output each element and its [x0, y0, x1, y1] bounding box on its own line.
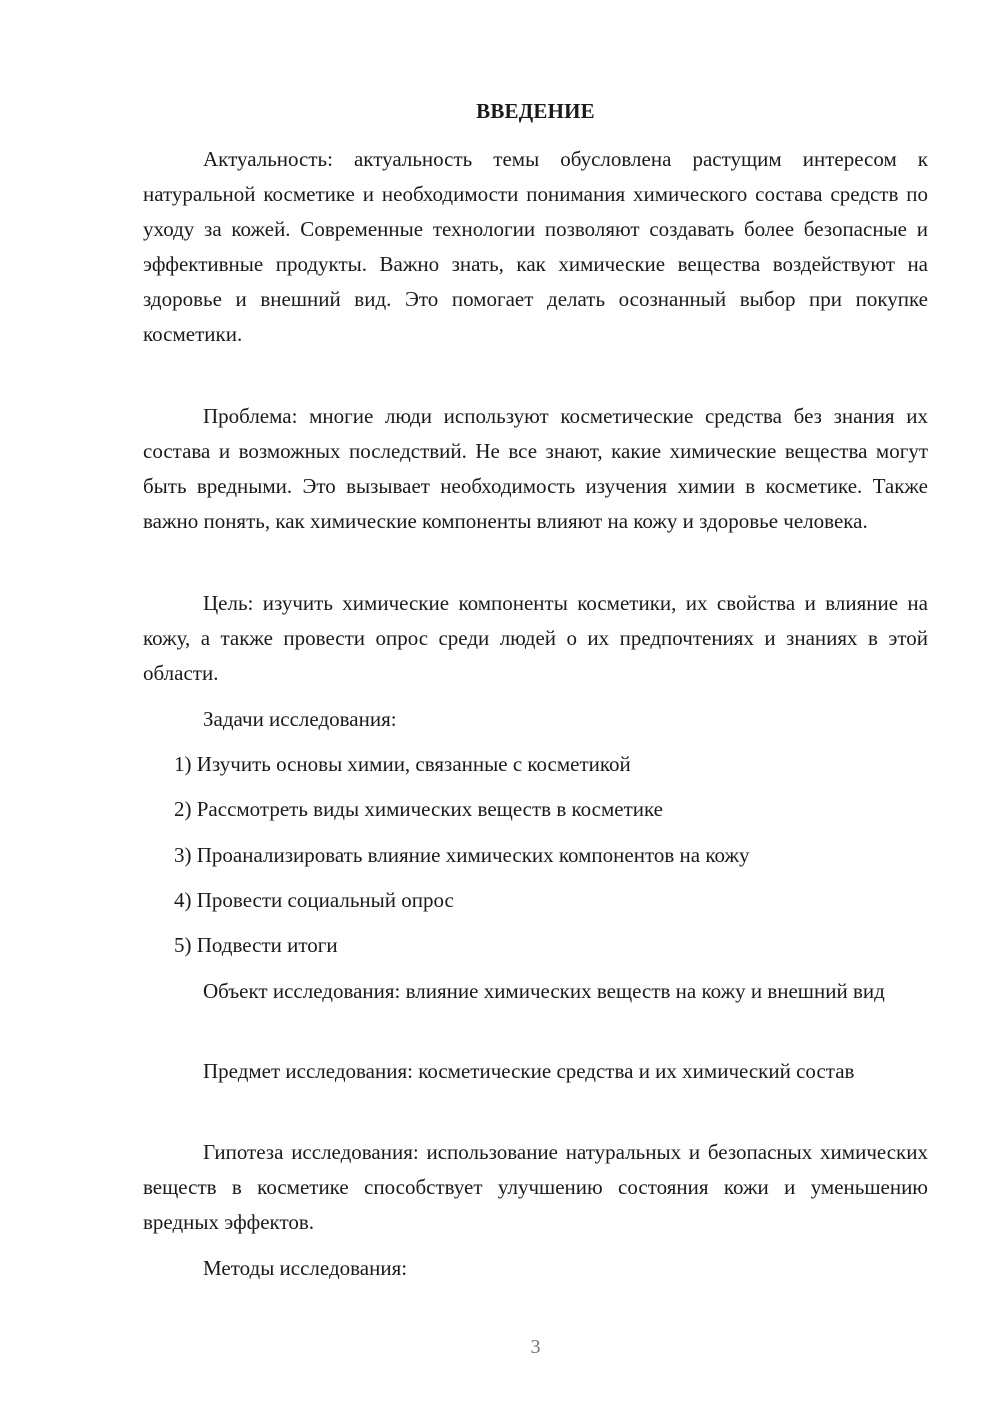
page-number: 3 [530, 1336, 541, 1358]
tasks-heading: Задачи исследования: [203, 707, 397, 731]
paragraph-problem: Проблема: многие люди используют косметические средства без знания их состава и возможных последствий. Не все знают, какие химические вещества могут быть вредными. Это вызывает необходимость изучения химии в косметике. Также важно понять, как химические компоненты влияют на кожу и здоровье человека. [143, 404, 928, 533]
paragraph-hypothesis: Гипотеза исследования: использование натуральных и безопасных химических веществ в косметике способствует улучшению состояния кожи и уменьшению вредных эффектов. [143, 1140, 928, 1234]
task-item-2: 2) Рассмотреть виды химических веществ в косметике [174, 797, 663, 821]
task-item-3: 3) Проанализировать влияние химических компонентов на кожу [174, 843, 750, 867]
paragraph-subject: Предмет исследования: косметические средства и их химический состав [203, 1059, 855, 1083]
paragraph-relevance: Актуальность: актуальность темы обусловлена растущим интересом к натуральной косметике и необходимости понимания химического состава средств по уходу за кожей. Современные технологии позволяют создавать более безопасные и эффективные продукты. Важно знать, как химические вещества воздействуют на здоровье и внешний вид. Это помогает делать осознанный выбор при покупке косметики. [143, 147, 928, 346]
task-item-4: 4) Провести социальный опрос [174, 888, 454, 912]
section-title: ВВЕДЕНИЕ [476, 99, 595, 123]
paragraph-goal: Цель: изучить химические компоненты косметики, их свойства и влияние на кожу, а также провести опрос среди людей о их предпочтениях и знаниях в этой области. [143, 591, 928, 685]
task-item-1: 1) Изучить основы химии, связанные с косметикой [174, 752, 631, 776]
methods-heading: Методы исследования: [203, 1256, 408, 1280]
paragraph-object: Объект исследования: влияние химических веществ на кожу и внешний вид [203, 979, 885, 1003]
task-item-5: 5) Подвести итоги [174, 933, 338, 957]
